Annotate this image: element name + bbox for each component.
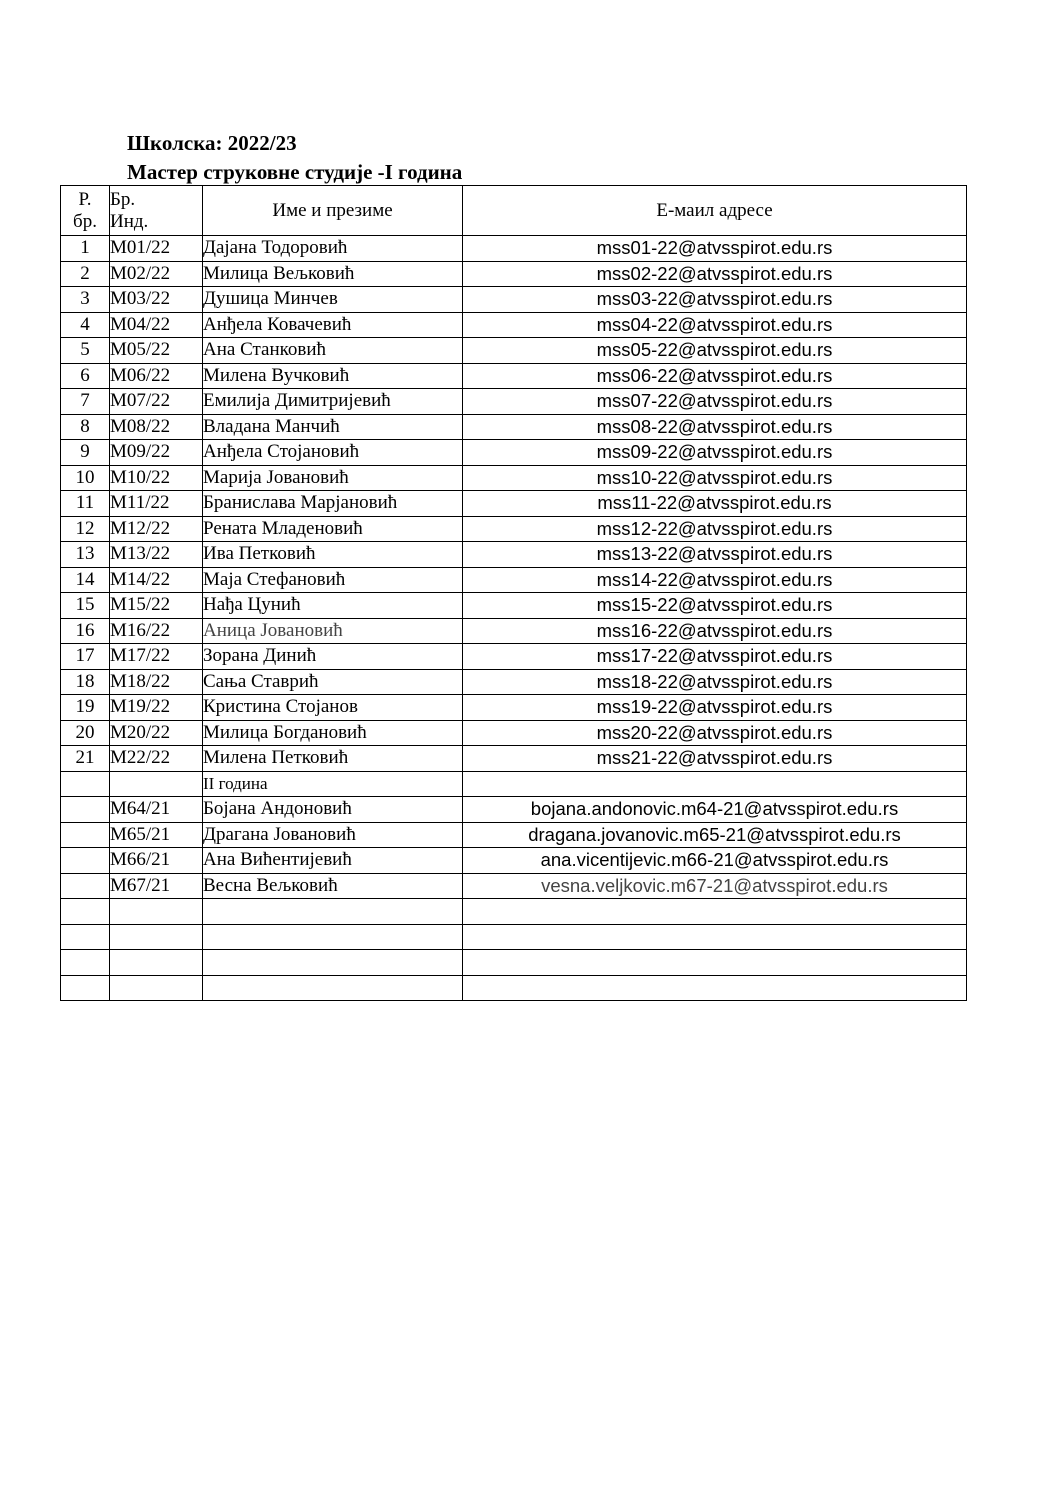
- empty-table-row: [61, 899, 967, 925]
- index-number-cell: M14/22: [110, 567, 203, 593]
- row-number-cell: 7: [61, 389, 110, 415]
- student-name-cell: Кристина Стојанов: [203, 695, 463, 721]
- index-number-cell: M02/22: [110, 261, 203, 287]
- email-cell: mss07-22@atvsspirot.edu.rs: [463, 389, 967, 415]
- table-row: [61, 440, 967, 466]
- email-cell: vesna.veljkovic.m67-21@atvsspirot.edu.rs: [463, 873, 967, 899]
- table-row: [61, 261, 967, 287]
- index-number-cell: M20/22: [110, 720, 203, 746]
- row-number-cell: 2: [61, 261, 110, 287]
- row-number-cell: [61, 822, 110, 848]
- table-row: [61, 618, 967, 644]
- index-number-cell: M10/22: [110, 465, 203, 491]
- email-cell: mss05-22@atvsspirot.edu.rs: [463, 338, 967, 364]
- student-name-cell: Владана Манчић: [203, 414, 463, 440]
- student-name-cell: Бранислава Марјановић: [203, 491, 463, 517]
- email-cell: mss01-22@atvsspirot.edu.rs: [463, 236, 967, 262]
- index-number-cell: M09/22: [110, 440, 203, 466]
- column-header-email: Е-маил адресе: [463, 186, 967, 236]
- empty-cell: [463, 975, 967, 1001]
- row-number-cell: 3: [61, 287, 110, 313]
- student-name-cell: Анђела Стојановић: [203, 440, 463, 466]
- row-number-cell: 13: [61, 542, 110, 568]
- table-row: [61, 389, 967, 415]
- index-number-cell: M22/22: [110, 746, 203, 772]
- student-name-cell: Милица Вељковић: [203, 261, 463, 287]
- table-row: [61, 746, 967, 772]
- student-name-cell: Милена Вучковић: [203, 363, 463, 389]
- index-number-cell: M03/22: [110, 287, 203, 313]
- row-number-cell: 12: [61, 516, 110, 542]
- email-cell: mss11-22@atvsspirot.edu.rs: [463, 491, 967, 517]
- email-cell: mss19-22@atvsspirot.edu.rs: [463, 695, 967, 721]
- index-number-cell: M08/22: [110, 414, 203, 440]
- student-name-cell: Рената Младеновић: [203, 516, 463, 542]
- email-cell: ana.vicentijevic.m66-21@atvsspirot.edu.rs: [463, 848, 967, 874]
- row-number-cell: [61, 797, 110, 823]
- school-year-heading: Школска: 2022/23: [127, 131, 297, 155]
- student-name-cell: Душица Минчев: [203, 287, 463, 313]
- student-name-cell: Анђела Ковачевић: [203, 312, 463, 338]
- empty-cell: [463, 771, 967, 797]
- index-number-cell: M04/22: [110, 312, 203, 338]
- empty-cell: [110, 950, 203, 976]
- second-year-subheading-row: [61, 771, 967, 797]
- table-row: [61, 695, 967, 721]
- email-cell: dragana.jovanovic.m65-21@atvsspirot.edu.rs: [463, 822, 967, 848]
- table-row: [61, 363, 967, 389]
- email-cell: mss10-22@atvsspirot.edu.rs: [463, 465, 967, 491]
- student-name-cell: Ана Станковић: [203, 338, 463, 364]
- row-number-cell: 11: [61, 491, 110, 517]
- row-number-cell: 18: [61, 669, 110, 695]
- index-number-cell: M05/22: [110, 338, 203, 364]
- empty-table-row: [61, 950, 967, 976]
- table-row: [61, 720, 967, 746]
- empty-cell: [110, 924, 203, 950]
- index-number-cell: M01/22: [110, 236, 203, 262]
- email-cell: mss17-22@atvsspirot.edu.rs: [463, 644, 967, 670]
- table-row: [61, 644, 967, 670]
- program-heading: Мастер струковне студије -I година: [127, 160, 463, 184]
- index-number-cell: M15/22: [110, 593, 203, 619]
- student-name-cell: Сања Ставрић: [203, 669, 463, 695]
- column-header-name: Име и презиме: [203, 186, 463, 236]
- email-cell: mss14-22@atvsspirot.edu.rs: [463, 567, 967, 593]
- student-name-cell: Маја Стефановић: [203, 567, 463, 593]
- empty-cell: [61, 975, 110, 1001]
- table-row: [61, 236, 967, 262]
- empty-cell: [463, 899, 967, 925]
- table-row: [61, 414, 967, 440]
- student-name-cell: Драгана Јовановић: [203, 822, 463, 848]
- row-number-cell: 19: [61, 695, 110, 721]
- index-number-cell: M64/21: [110, 797, 203, 823]
- row-number-cell: 16: [61, 618, 110, 644]
- index-number-cell: M17/22: [110, 644, 203, 670]
- empty-cell: [61, 924, 110, 950]
- student-name-cell: Зорана Динић: [203, 644, 463, 670]
- table-row: [61, 822, 967, 848]
- email-cell: mss13-22@atvsspirot.edu.rs: [463, 542, 967, 568]
- row-number-cell: 15: [61, 593, 110, 619]
- student-email-table: [60, 185, 967, 1001]
- empty-table-row: [61, 924, 967, 950]
- student-name-cell: Аница Јовановић: [203, 618, 463, 644]
- row-number-cell: 17: [61, 644, 110, 670]
- email-cell: mss02-22@atvsspirot.edu.rs: [463, 261, 967, 287]
- index-number-cell: M07/22: [110, 389, 203, 415]
- email-cell: mss09-22@atvsspirot.edu.rs: [463, 440, 967, 466]
- row-number-cell: 14: [61, 567, 110, 593]
- empty-cell: [203, 924, 463, 950]
- empty-cell: [463, 950, 967, 976]
- index-number-cell: M11/22: [110, 491, 203, 517]
- table-row: [61, 873, 967, 899]
- student-name-cell: Марија Јовановић: [203, 465, 463, 491]
- empty-cell: [110, 771, 203, 797]
- index-number-cell: M67/21: [110, 873, 203, 899]
- table-row: [61, 593, 967, 619]
- empty-cell: [203, 975, 463, 1001]
- row-number-cell: 4: [61, 312, 110, 338]
- student-name-cell: Нађа Цунић: [203, 593, 463, 619]
- index-number-cell: M16/22: [110, 618, 203, 644]
- table-header-row: [61, 186, 967, 236]
- student-name-cell: Емилија Димитријевић: [203, 389, 463, 415]
- index-number-cell: M12/22: [110, 516, 203, 542]
- student-name-cell: Милица Богдановић: [203, 720, 463, 746]
- email-cell: mss03-22@atvsspirot.edu.rs: [463, 287, 967, 313]
- email-cell: mss21-22@atvsspirot.edu.rs: [463, 746, 967, 772]
- empty-cell: [110, 899, 203, 925]
- row-number-cell: 20: [61, 720, 110, 746]
- table-row: [61, 312, 967, 338]
- row-number-cell: 9: [61, 440, 110, 466]
- empty-cell: [203, 899, 463, 925]
- table-row: [61, 669, 967, 695]
- student-name-cell: Бојана Андоновић: [203, 797, 463, 823]
- row-number-cell: 6: [61, 363, 110, 389]
- empty-cell: [110, 975, 203, 1001]
- empty-cell: [61, 950, 110, 976]
- row-number-cell: 8: [61, 414, 110, 440]
- email-cell: mss16-22@atvsspirot.edu.rs: [463, 618, 967, 644]
- row-number-cell: 5: [61, 338, 110, 364]
- empty-cell: [203, 950, 463, 976]
- second-year-label: II година: [203, 771, 463, 797]
- empty-cell: [61, 771, 110, 797]
- email-cell: mss18-22@atvsspirot.edu.rs: [463, 669, 967, 695]
- table-body: [61, 236, 967, 1001]
- empty-cell: [463, 924, 967, 950]
- row-number-cell: 10: [61, 465, 110, 491]
- email-cell: mss08-22@atvsspirot.edu.rs: [463, 414, 967, 440]
- student-name-cell: Ива Петковић: [203, 542, 463, 568]
- table-row: [61, 465, 967, 491]
- email-cell: bojana.andonovic.m64-21@atvsspirot.edu.rs: [463, 797, 967, 823]
- index-number-cell: M13/22: [110, 542, 203, 568]
- table-row: [61, 287, 967, 313]
- student-name-cell: Ана Вићентијевић: [203, 848, 463, 874]
- email-cell: mss06-22@atvsspirot.edu.rs: [463, 363, 967, 389]
- student-name-cell: Весна Вељковић: [203, 873, 463, 899]
- index-number-cell: M18/22: [110, 669, 203, 695]
- column-header-index-number: Бр. Инд.: [110, 186, 203, 236]
- student-name-cell: Милена Петковић: [203, 746, 463, 772]
- index-number-cell: M19/22: [110, 695, 203, 721]
- student-name-cell: Дајана Тодоровић: [203, 236, 463, 262]
- table-row: [61, 516, 967, 542]
- email-cell: mss15-22@atvsspirot.edu.rs: [463, 593, 967, 619]
- table-row: [61, 491, 967, 517]
- row-number-cell: [61, 848, 110, 874]
- email-cell: mss04-22@atvsspirot.edu.rs: [463, 312, 967, 338]
- email-cell: mss20-22@atvsspirot.edu.rs: [463, 720, 967, 746]
- empty-cell: [61, 899, 110, 925]
- table-row: [61, 848, 967, 874]
- index-number-cell: M06/22: [110, 363, 203, 389]
- empty-table-row: [61, 975, 967, 1001]
- table-row: [61, 338, 967, 364]
- email-cell: mss12-22@atvsspirot.edu.rs: [463, 516, 967, 542]
- table-row: [61, 567, 967, 593]
- index-number-cell: M65/21: [110, 822, 203, 848]
- row-number-cell: 21: [61, 746, 110, 772]
- index-number-cell: M66/21: [110, 848, 203, 874]
- row-number-cell: [61, 873, 110, 899]
- table-row: [61, 797, 967, 823]
- row-number-cell: 1: [61, 236, 110, 262]
- table-row: [61, 542, 967, 568]
- column-header-row-number: Р. бр.: [61, 186, 110, 236]
